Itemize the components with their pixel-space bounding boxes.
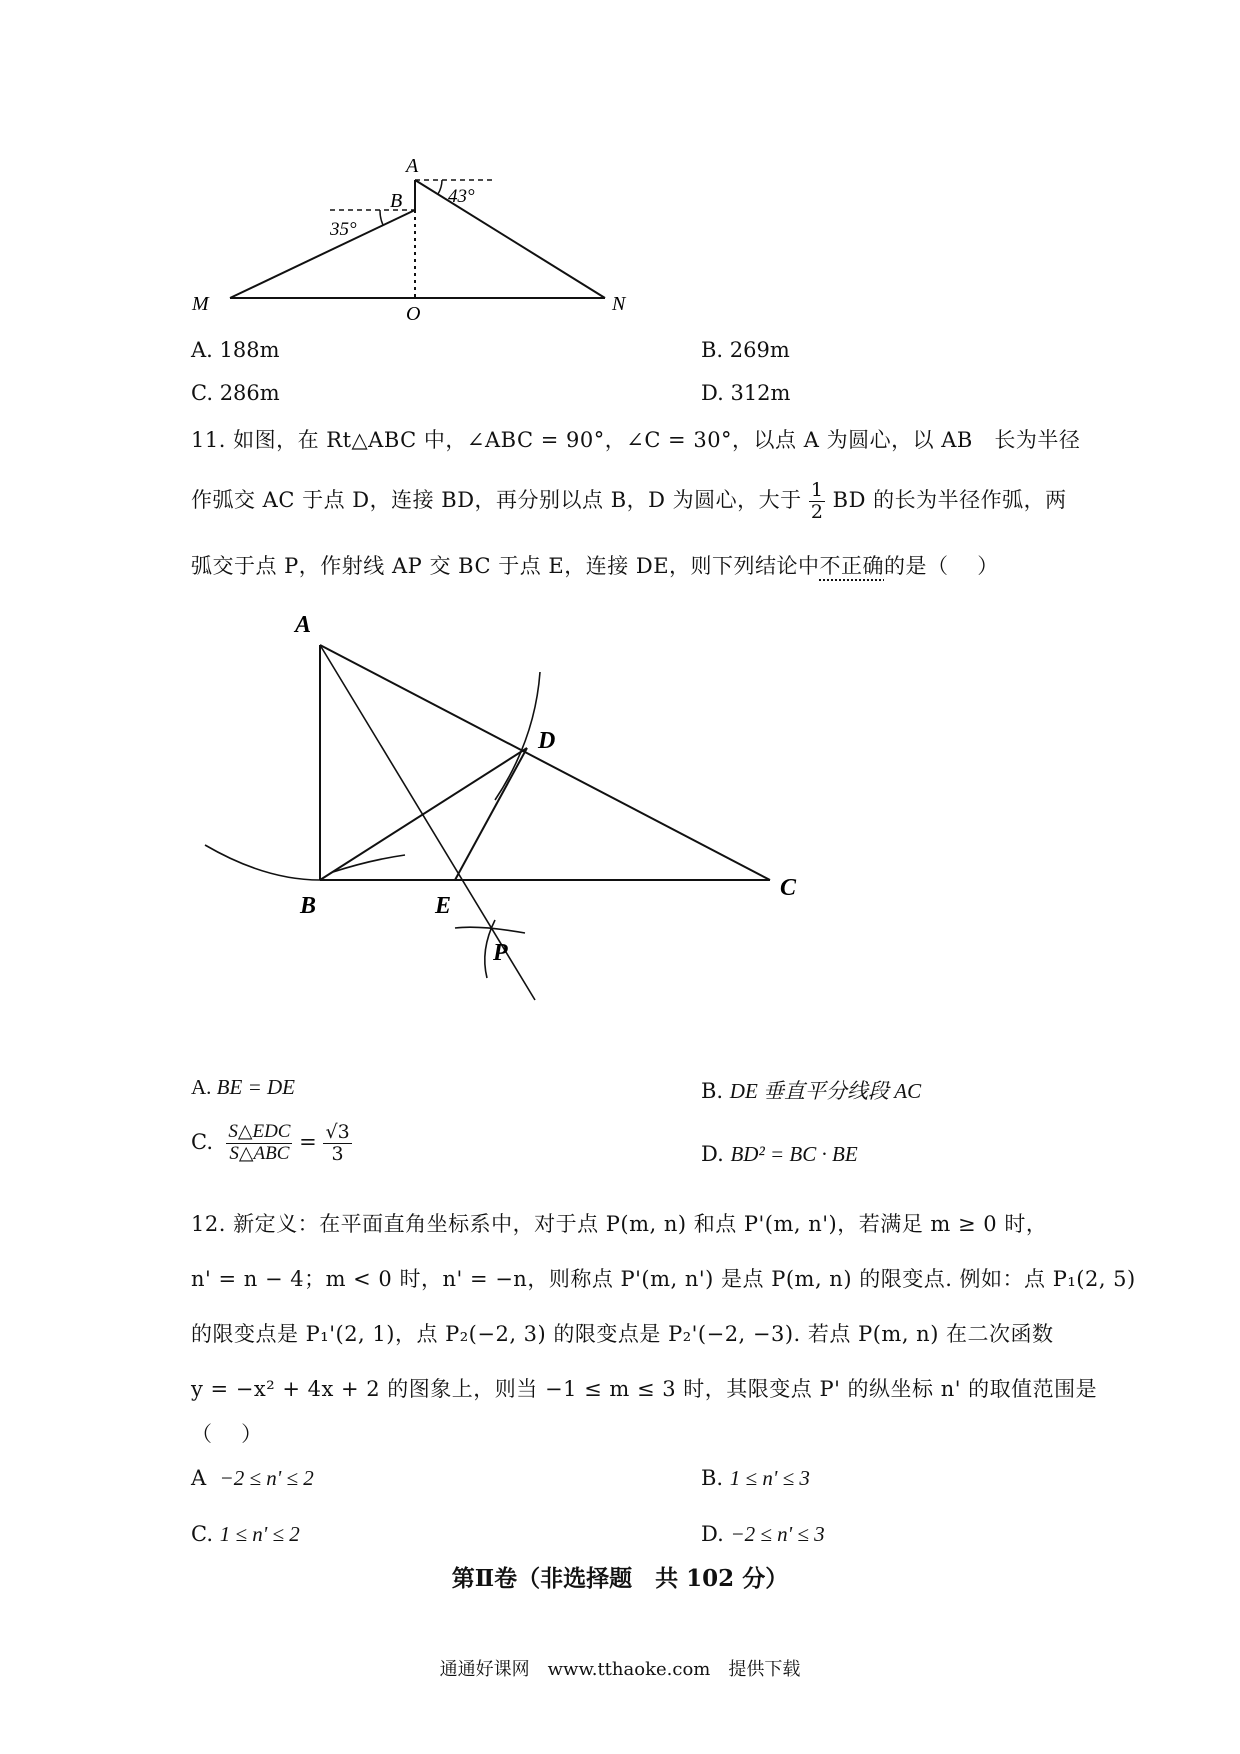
fraction-numerator: √3 <box>325 1121 350 1143</box>
q11-label-D: D <box>538 728 556 754</box>
q10-option-a <box>191 338 280 362</box>
q12-line-1: 12. 新定义：在平面直角坐标系中，对于点 P(m, n) 和点 P'(m, n')，若满足 m ≥ 0 时， <box>191 1212 1048 1236</box>
q10-label-N: N <box>612 293 626 315</box>
q10-option-d <box>701 381 790 405</box>
q11-text-3b: 的是（ ） <box>884 554 999 578</box>
q11-text-2a: 作弧交 AC 于点 D，连接 BD，再分别以点 B，D 为圆心，大于 <box>191 487 802 512</box>
q11-line-2 <box>191 480 1067 523</box>
q11-line-1 <box>191 424 1080 454</box>
q10-label-B: B <box>390 190 403 212</box>
q11-text-3a: 弧交于点 P，作射线 AP 交 BC 于点 E，连接 DE，则下列结论中 <box>191 554 820 578</box>
option-letter: D. <box>701 1142 724 1166</box>
q11-option-c <box>191 1122 352 1165</box>
q11-text-1: 如图，在 Rt△ABC 中，∠ABC = 90°，∠C = 30°，以点 A 为圆心，以 AB 长为半径 <box>233 428 1081 452</box>
fraction-denominator: 2 <box>810 500 824 523</box>
option-text: 269m <box>729 338 790 362</box>
q12-line-3: 的限变点是 P₁'(2, 1)，点 P₂(−2, 3) 的限变点是 P₂'(−2, −3). 若点 P(m, n) 在二次函数 <box>191 1322 1054 1346</box>
q11-option-b <box>701 1075 921 1105</box>
option-text: 312m <box>730 381 791 405</box>
q11-label-C: C <box>780 875 797 901</box>
fraction-numerator: 1 <box>810 479 824 501</box>
q10-label-A: A <box>406 155 419 177</box>
q11-label-A: A <box>295 612 312 638</box>
q10-angle-B: 35° <box>330 219 357 240</box>
option-text: 1 ≤ n' ≤ 2 <box>219 1522 300 1546</box>
q12-line-2: n' = n − 4；m < 0 时，n' = −n，则称点 P'(m, n') 是点 P(m, n) 的限变点. 例如：点 P₁(2, 5) <box>191 1267 1136 1291</box>
option-letter: D. <box>701 1522 724 1546</box>
option-letter: C. <box>191 1522 213 1546</box>
option-text: 286m <box>219 381 280 405</box>
option-letter: D. <box>701 381 724 405</box>
q10-option-c <box>191 381 280 405</box>
q10-label-M: M <box>192 293 209 315</box>
q12-option-c <box>191 1522 300 1547</box>
q11-figure <box>195 600 815 1020</box>
q10-angle-A: 43° <box>448 186 475 207</box>
q12-option-d <box>701 1522 825 1547</box>
q11-text-2b: BD 的长为半径作弧，两 <box>832 487 1067 512</box>
option-letter: C. <box>191 1129 213 1154</box>
option-text: BE = DE <box>216 1075 295 1099</box>
option-letter: A <box>191 1466 207 1490</box>
q11-label-P: P <box>493 940 508 966</box>
equals-sign: = <box>299 1129 317 1154</box>
q10-option-b <box>701 338 790 362</box>
q12-line-4: y = −x² + 4x + 2 的图象上，则当 −1 ≤ m ≤ 3 时，其限变点 P' 的纵坐标 n' 的取值范围是 <box>191 1377 1098 1401</box>
q12-line-5: （ ） <box>191 1422 263 1446</box>
section-title: 第Ⅱ卷（非选择题 共 102 分） <box>451 1565 789 1592</box>
option-letter: B. <box>701 1079 724 1103</box>
half-fraction <box>809 480 826 523</box>
option-text: −2 ≤ n' ≤ 3 <box>730 1522 825 1546</box>
q11-label-E: E <box>435 893 452 919</box>
q10-label-O: O <box>406 303 421 325</box>
option-text: BD² = BC · BE <box>730 1142 858 1166</box>
option-text: 188m <box>219 338 280 362</box>
q11-label-B: B <box>300 893 317 919</box>
question-number: 11. <box>191 428 226 452</box>
option-letter: C. <box>191 381 213 405</box>
option-text: 1 ≤ n' ≤ 3 <box>729 1466 810 1490</box>
option-letter: B. <box>701 338 724 362</box>
page-footer: 通通好课网 www.tthaoke.com 提供下载 <box>439 1659 801 1680</box>
area-ratio-fraction <box>226 1122 292 1165</box>
option-text: −2 ≤ n' ≤ 2 <box>219 1466 314 1490</box>
option-letter: A. <box>191 338 213 362</box>
emphasis-text: 不正确 <box>819 554 885 578</box>
fraction-denominator: S△ABC <box>229 1142 290 1164</box>
q11-option-d <box>701 1142 858 1167</box>
option-text: DE 垂直平分线段 AC <box>729 1079 922 1103</box>
fraction-denominator: 3 <box>331 1142 344 1165</box>
root-fraction <box>323 1122 351 1165</box>
q10-figure <box>180 150 660 325</box>
q11-option-a <box>191 1075 295 1100</box>
option-letter: B. <box>701 1466 724 1490</box>
q11-line-3 <box>191 550 999 580</box>
fraction-numerator: S△EDC <box>228 1121 291 1142</box>
q12-option-a <box>191 1466 314 1491</box>
option-letter: A. <box>191 1075 212 1099</box>
q12-option-b <box>701 1466 810 1491</box>
